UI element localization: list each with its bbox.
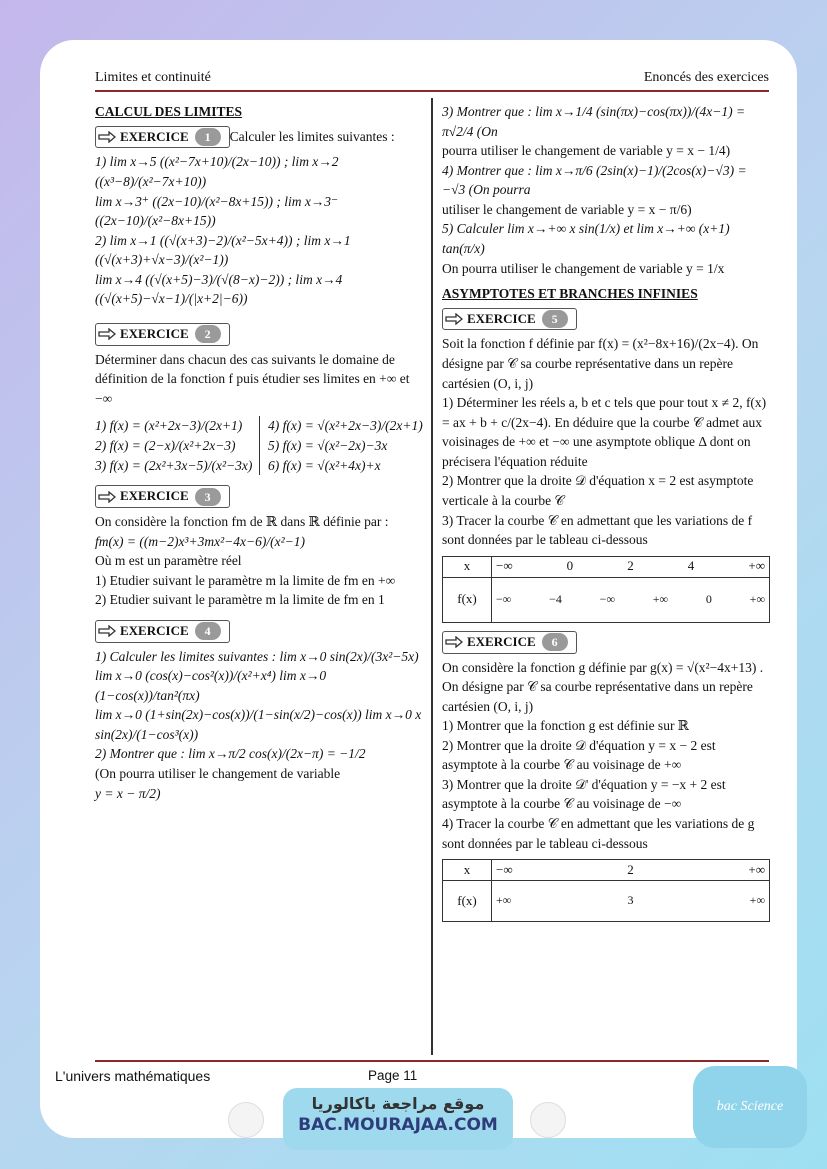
exercise-label: EXERCICE: [467, 310, 536, 326]
section-title-limits: CALCUL DES LIMITES: [95, 104, 243, 119]
exercise-number: 2: [195, 325, 221, 343]
logo-icon: [530, 1102, 566, 1138]
ex6-intro: On considère la fonction g définie par g(x) = √(x²−4x+13) . On désigne par 𝒞 sa courbe représentative dans un repère cartésien (O, i, j): [442, 659, 764, 714]
exercise-2-header: [95, 323, 423, 346]
exercise-number: 5: [542, 310, 568, 328]
right-q5: 5) Calculer lim x→+∞ x sin(1/x) et lim x→+∞ (x+1) tan(π/x): [442, 221, 730, 256]
site-banner[interactable]: [283, 1088, 513, 1150]
exercise-1-header: [95, 126, 423, 149]
exercise-number: 4: [195, 622, 221, 640]
exercise-number: 6: [542, 633, 568, 651]
exercise-number: 3: [195, 488, 221, 506]
ex2-f2: 2) f(x) = (2−x)/(x²+2x−3): [95, 438, 236, 453]
left-column: [95, 102, 423, 803]
exercise-1-intro: Calculer les limites suivantes :: [229, 129, 395, 145]
page-number: Page 11: [368, 1068, 418, 1083]
column-divider: [431, 98, 433, 1055]
f-value: 3: [627, 893, 634, 908]
banner-site: BAC.MOURAJAA.COM: [298, 1115, 498, 1135]
exercise-badge: [442, 631, 577, 654]
page: [40, 40, 797, 1138]
table-x-label: x: [443, 860, 492, 881]
f-value: +∞: [652, 591, 669, 606]
exercise-number: 1: [195, 128, 221, 146]
x-value: −∞: [496, 861, 513, 877]
f-value: −4: [549, 591, 562, 606]
ex4-q2c: y = x − π/2): [95, 785, 161, 801]
ex5-q3: 3) Tracer la courbe 𝒞 en admettant que les variations de f sont données par le tableau ci-dessous: [442, 512, 753, 548]
header-rule: [95, 90, 769, 92]
ex2-f6: 6) f(x) = √(x²+4x)+x: [268, 457, 381, 473]
ex6-q4: 4) Tracer la courbe 𝒞 en admettant que les variations de g sont données par le tableau ci-dessous: [442, 816, 755, 851]
ex1-line-4: lim x→4 ((√(x+5)−3)/(√(8−x)−2)) ; lim x→4 ((√(x+5)−√x−1)/(|x+2|−6)): [95, 271, 343, 307]
ex3-q1: 1) Etudier suivant le paramètre m la limite de fm en +∞: [95, 572, 396, 588]
section-title-asymptotes: ASYMPTOTES ET BRANCHES INFINIES: [442, 286, 698, 302]
x-value: +∞: [748, 861, 765, 877]
ex4-q1b: lim x→0 (cos(x)−cos²(x))/(x²+x⁴) lim x→0 (1−cos(x))/tan²(πx): [95, 668, 327, 703]
x-value: 2: [627, 861, 634, 877]
header-left: Limites et continuité: [95, 70, 211, 85]
exercise-badge: [95, 485, 230, 508]
ex3-intro: On considère la fonction fm de ℝ dans ℝ définie par :: [95, 513, 389, 529]
ex1-line-3: 2) lim x→1 ((√(x+3)−2)/(x²−5x+4)) ; lim x→1 ((√(x+3)+√x−3)/(x²−1)): [95, 232, 351, 268]
x-value: −∞: [496, 558, 513, 574]
header-right: Enoncés des exercices: [643, 70, 769, 85]
ex2-f5: 5) f(x) = √(x²−2x)−3x: [268, 438, 388, 453]
ex2-f4: 4) f(x) = √(x²+2x−3)/(2x+1): [268, 418, 423, 434]
f-value: +∞: [496, 893, 512, 908]
ex3-formula: fm(x) = ((m−2)x³+3mx²−4x−6)/(x²−1): [95, 533, 305, 549]
f-value: +∞: [749, 591, 765, 606]
ex5-intro: Soit la fonction f définie par f(x) = (x²−8x+16)/(2x−4). On désigne par 𝒞 sa courbe représentative dans un repère cartésien (O, i, j): [442, 336, 759, 391]
ex1-line-1: 1) lim x→5 ((x²−7x+10)/(2x−10)) ; lim x→2 ((x³−8)/(x²−7x+10)): [95, 154, 339, 189]
exercise-badge: [95, 323, 230, 346]
exercise-badge: [95, 126, 230, 149]
footer-left: L'univers mathématiques: [55, 1068, 211, 1084]
table-fx-label: f(x): [443, 881, 492, 922]
banner-arabic: موقع مراجعة باكالوريا: [311, 1094, 485, 1113]
right-q3b: pourra utiliser le changement de variable y = x − 1/4): [442, 143, 731, 159]
footer-rule: [95, 1060, 769, 1062]
arrow-icon: [98, 491, 116, 503]
ex3-q2: 2) Etudier suivant le paramètre m la limite de fm en 1: [95, 592, 385, 608]
exercise-5-header: [442, 308, 770, 331]
x-value: 0: [566, 558, 574, 574]
ex6-variation-table: [442, 859, 770, 922]
exercise-2-intro: Déterminer dans chacun des cas suivants le domaine de définition de la fonction f puis étudier ses limites en +∞ et −∞: [95, 351, 410, 406]
f-value: −∞: [496, 591, 512, 606]
exercise-3-header: [95, 485, 423, 508]
right-q4b: utiliser le changement de variable y = x − π/6): [442, 201, 692, 217]
ex4-q1: 1) Calculer les limites suivantes : lim x→0 sin(2x)/(3x²−5x): [95, 648, 419, 664]
exercise-label: EXERCICE: [120, 488, 189, 504]
right-q5b: On pourra utiliser le changement de variable y = 1/x: [442, 260, 725, 276]
arrow-icon: [98, 131, 116, 143]
x-value: 4: [687, 558, 695, 574]
table-fx-values: [492, 577, 770, 622]
ex2-f1: 1) f(x) = (x²+2x−3)/(2x+1): [95, 418, 243, 434]
exercise-4-header: [95, 620, 423, 643]
table-fx-values: [492, 881, 770, 922]
right-q3: 3) Montrer que : lim x→1/4 (sin(πx)−cos(πx))/(4x−1) = π√2/4 (On: [442, 104, 746, 139]
ex6-q1: 1) Montrer que la fonction g est définie sur ℝ: [442, 718, 690, 734]
exercise-badge: [95, 620, 230, 643]
x-value: 2: [627, 558, 634, 574]
ex1-line-2: lim x→3⁺ ((2x−10)/(x²−8x+15)) ; lim x→3⁻ ((2x−10)/(x²−8x+15)): [95, 193, 339, 229]
ex2-functions: [95, 416, 423, 475]
arrow-icon: [445, 313, 463, 325]
table-x-values: [492, 556, 770, 577]
table-x-label: x: [443, 556, 492, 577]
exercise-label: EXERCICE: [120, 622, 189, 638]
ex6-q2: 2) Montrer que la droite 𝒟 d'équation y = x − 2 est asymptote à la courbe 𝒞 au voisinage de +∞: [442, 737, 716, 773]
logo-icon: [228, 1102, 264, 1138]
f-value: 0: [705, 591, 712, 606]
table-fx-label: f(x): [443, 577, 492, 622]
arrow-icon: [445, 636, 463, 648]
ex3-param: Où m est un paramètre réel: [95, 553, 242, 569]
ex4-q2: 2) Montrer que : lim x→π/2 cos(x)/(2x−π) = −1/2: [95, 746, 366, 762]
ex4-q2b: (On pourra utiliser le changement de variable: [95, 766, 341, 781]
exercise-label: EXERCICE: [120, 128, 189, 144]
arrow-icon: [98, 328, 116, 340]
arrow-icon: [98, 625, 116, 637]
ex5-q1: 1) Déterminer les réels a, b et c tels que pour tout x ≠ 2, f(x) = ax + b + c/(2x−4). En déduire que la courbe 𝒞 admet aux voisinages de +∞ et −∞ une asymptote oblique Δ dont on précisera l'équation réduite: [442, 395, 767, 469]
ex5-q2: 2) Montrer que la droite 𝒟 d'équation x = 2 est asymptote verticale à la courbe 𝒞: [442, 473, 754, 508]
exercise-label: EXERCICE: [120, 325, 189, 341]
exercise-6-header: [442, 631, 770, 654]
x-value: +∞: [748, 558, 765, 574]
right-q4: 4) Montrer que : lim x→π/6 (2sin(x)−1)/(2cos(x)−√3) = −√3 (On pourra: [442, 162, 747, 198]
table-x-values: [492, 860, 770, 881]
exercise-label: EXERCICE: [467, 633, 536, 649]
right-column: [442, 102, 770, 922]
ex6-q3: 3) Montrer que la droite 𝒟' d'équation y = −x + 2 est asymptote à la courbe 𝒞 au voisinage de −∞: [442, 776, 726, 812]
bac-science-badge: bac Science: [693, 1066, 807, 1148]
ex4-q1c: lim x→0 (1+sin(2x)−cos(x))/(1−sin(x/2)−cos(x)) lim x→0 x sin(2x)/(1−cos³(x)): [95, 707, 422, 742]
f-value: −∞: [599, 591, 615, 606]
f-value: +∞: [749, 893, 765, 908]
ex5-variation-table: [442, 556, 770, 623]
exercise-badge: [442, 308, 577, 331]
ex2-f3: 3) f(x) = (2x²+3x−5)/(x²−3x): [95, 457, 253, 473]
